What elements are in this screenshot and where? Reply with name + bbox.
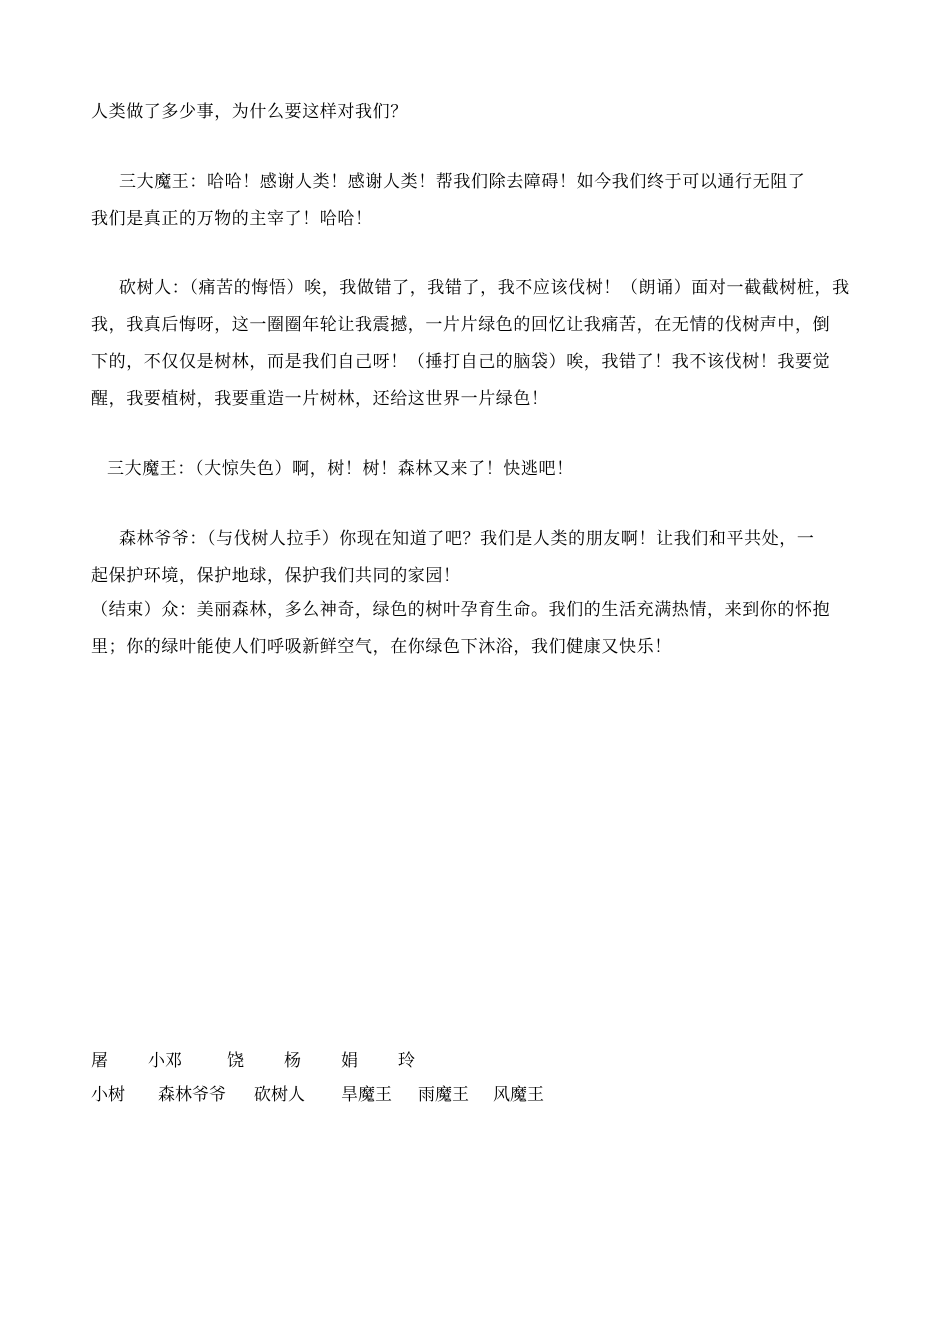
script-line: 下的，不仅仅是树林，而是我们自己呀！（捶打自己的脑袋）唉，我错了！我不该伐树！我要觉 xyxy=(91,352,831,372)
cast-actor: 娟 xyxy=(341,1051,358,1071)
script-line: 起保护环境，保护地球，保护我们共同的家园！ xyxy=(91,566,461,586)
cast-role: 旱魔王 xyxy=(341,1085,392,1105)
script-line: 人类做了多少事，为什么要这样对我们？ xyxy=(91,102,408,122)
cast-role: 小树 xyxy=(91,1085,125,1105)
cast-actor: 屠 xyxy=(91,1051,108,1071)
script-line: 我们是真正的万物的主宰了！哈哈！ xyxy=(91,209,373,229)
script-line: 醒，我要植树，我要重造一片树林，还给这世界一片绿色！ xyxy=(91,389,549,409)
cast-actor: 饶 xyxy=(227,1051,244,1071)
script-line: 三大魔王：（大惊失色）啊，树！树！森林又来了！快逃吧！ xyxy=(107,459,574,479)
script-line: 砍树人：（痛苦的悔悟）唉，我做错了，我错了，我不应该伐树！（朗诵）面对一截截树桩，我 xyxy=(119,278,850,298)
cast-role: 森林爷爷 xyxy=(158,1085,226,1105)
cast-actor: 小邓 xyxy=(148,1051,182,1071)
cast-role: 风魔王 xyxy=(493,1085,544,1105)
script-line: 里；你的绿叶能使人们呼吸新鲜空气，在你绿色下沐浴，我们健康又快乐！ xyxy=(91,637,672,657)
cast-actor: 杨 xyxy=(284,1051,301,1071)
cast-role: 雨魔王 xyxy=(418,1085,469,1105)
script-line: 三大魔王：哈哈！感谢人类！感谢人类！帮我们除去障碍！如今我们终于可以通行无阻了 xyxy=(119,172,806,192)
cast-role: 砍树人 xyxy=(254,1085,305,1105)
script-line: （结束）众：美丽森林，多么神奇，绿色的树叶孕育生命。我们的生活充满热情，来到你的怀抱 xyxy=(91,600,831,620)
script-line: 森林爷爷：（与伐树人拉手）你现在知道了吧？我们是人类的朋友啊！让我们和平共处，一 xyxy=(119,529,815,549)
script-line: 我，我真后悔呀，这一圈圈年轮让我震撼，一片片绿色的回忆让我痛苦，在无情的伐树声中，倒 xyxy=(91,315,831,335)
cast-actor: 玲 xyxy=(398,1051,415,1071)
